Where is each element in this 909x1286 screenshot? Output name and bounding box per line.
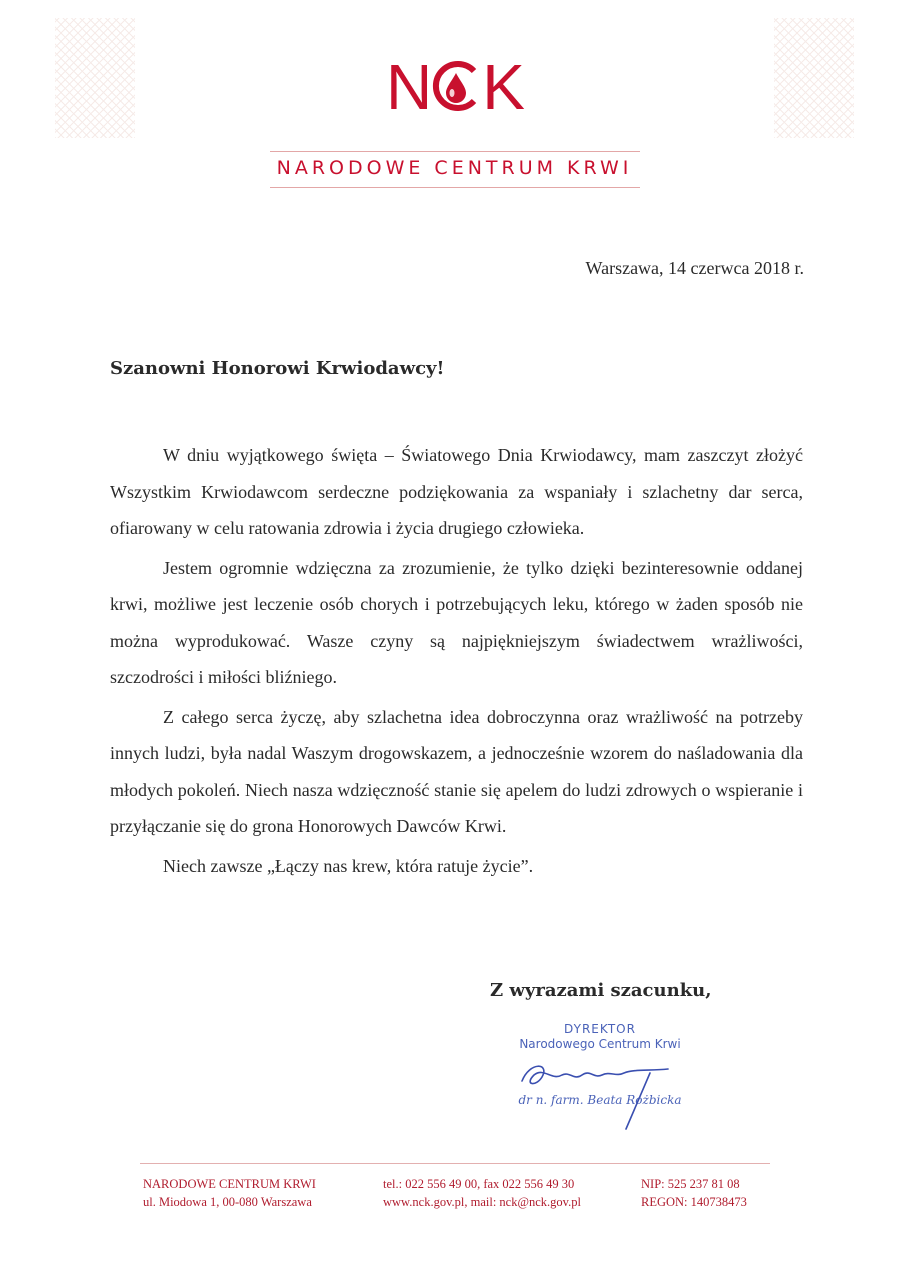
stamp-name: dr n. farm. Beata Rożbicka (518, 1093, 682, 1107)
paragraph: Z całego serca życzę, aby szlachetna idea dobroczynna oraz wrażliwość na potrzeby innych ludzi, była nadal Waszym drogowskazem, a jednocześnie wzorem do naśladowania dla młodych pokoleń. Niech nasza wdzięczność stanie się apelem do ludzi zdrowych o wspieranie i przyłączanie się do grona Honorowych Dawców Krwi. (110, 706, 803, 836)
letter-date: Warszawa, 14 czerwca 2018 r. (585, 258, 804, 278)
footer-registry (641, 1175, 747, 1211)
org-name: NARODOWE CENTRUM KRWI (276, 157, 633, 179)
footer-rule (140, 1163, 770, 1164)
footer-contact (383, 1175, 581, 1211)
signature-icon (500, 1051, 700, 1131)
footer-street: ul. Miodowa 1, 00-080 Warszawa (143, 1195, 312, 1209)
paragraph: W dniu wyjątkowego święta – Światowego Dnia Krwiodawcy, mam zaszczyt złożyć Wszystkim Krwiodawcom serdeczne podziękowania za wspaniały i szlachetny dar serca, ofiarowany w celu ratowania zdrowia i życia drugiego człowieka. (110, 445, 803, 538)
closing: Z wyrazami szacunku, (490, 980, 712, 1001)
stamp-org: Narodowego Centrum Krwi (519, 1037, 681, 1051)
salutation: Szanowni Honorowi Krwiodawcy! (110, 358, 445, 379)
footer-org: NARODOWE CENTRUM KRWI (143, 1177, 316, 1191)
footer-address (143, 1175, 316, 1211)
footer-regon: REGON: 140738473 (641, 1195, 747, 1209)
letter-body (110, 437, 803, 887)
letterhead-rule-bottom (270, 187, 640, 188)
paragraph: Jestem ogromnie wdzięczna za zrozumienie, że tylko dzięki bezinteresownie oddanej krwi, możliwe jest leczenie osób chorych i potrzebujących leku, którego w żaden sposób nie można wyprodukować. Wasze czyny są najpiękniejszym świadectwem wrażliwości, szczodrości i miłości bliźniego. (110, 557, 803, 687)
logo-letter-n: N (386, 51, 431, 123)
footer-nip: NIP: 525 237 81 08 (641, 1177, 740, 1191)
director-stamp (500, 1022, 700, 1107)
footer-web: www.nck.gov.pl, mail: nck@nck.gov.pl (383, 1195, 581, 1209)
paragraph: Niech zawsze „Łączy nas krew, która ratuje życie”. (163, 855, 534, 876)
logo-letter-k: K (482, 51, 523, 123)
nck-logo (0, 51, 909, 123)
blood-drop-icon (430, 61, 482, 111)
stamp-title: DYREKTOR (564, 1022, 636, 1036)
letterhead-rule-top (270, 151, 640, 152)
footer-phone: tel.: 022 556 49 00, fax 022 556 49 30 (383, 1177, 575, 1191)
signature (500, 1051, 700, 1093)
